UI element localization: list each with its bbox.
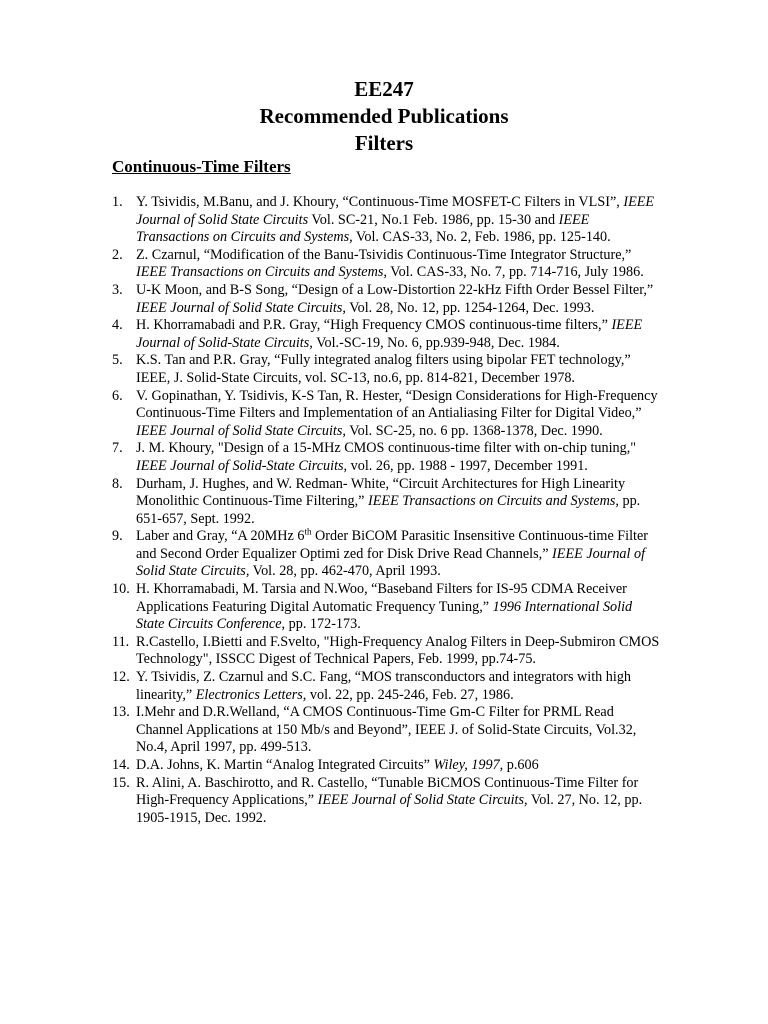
reference-segment: Vol.-SC-19, No. 6, pp.939-948, Dec. 1984. xyxy=(312,334,560,351)
reference-item xyxy=(112,247,660,282)
reference-item xyxy=(112,757,660,775)
reference-segment: J. M. Khoury, "Design of a 15-MHz CMOS continuous-time filter with on-chip tuning," xyxy=(136,440,637,457)
course-code: EE247 xyxy=(354,77,414,101)
reference-segment: H. Khorramabadi, M. Tarsia and N.Woo, “Baseband Filters for IS-95 CDMA Receiver Applications Featuring Digital Automatic Frequency Tuning,” xyxy=(136,581,627,615)
reference-number: 8. xyxy=(112,475,123,492)
reference-italic-segment: IEEE Journal of Solid State Circuits xyxy=(136,194,655,228)
document-subtitle: Filters xyxy=(354,131,414,155)
reference-segment: Z. Czarnul, “Modification of the Banu-Tsividis Continuous-Time Integrator Structure,” xyxy=(136,246,632,263)
reference-item xyxy=(112,194,660,247)
reference-segment: Vol. SC-25, no. 6 pp. 1368-1378, Dec. 1990. xyxy=(345,422,603,439)
reference-text xyxy=(136,194,660,247)
reference-text xyxy=(136,247,660,282)
reference-segment: V. Gopinathan, Y. Tsidivis, K-S Tan, R. Hester, “Design Considerations for High-Frequency Continuous-Time Filters and Implementation of an Antialiasing Filter for Digital Video,” xyxy=(136,387,658,422)
reference-number: 14. xyxy=(112,757,130,773)
reference-number: 15. xyxy=(112,774,130,791)
reference-superscript: th xyxy=(304,526,312,537)
reference-text xyxy=(136,528,660,581)
reference-text xyxy=(136,669,660,704)
reference-segment: , pp. 172-173. xyxy=(281,616,361,633)
title-block xyxy=(0,76,768,157)
reference-item xyxy=(112,352,660,387)
reference-text xyxy=(136,388,660,441)
reference-item xyxy=(112,669,660,704)
reference-number: 5. xyxy=(112,352,123,369)
reference-text xyxy=(136,757,660,775)
reference-segment: Y. Tsividis, M.Banu, and J. Khoury, “Continuous-Time MOSFET-C Filters in VLSI”, xyxy=(136,194,624,210)
reference-text xyxy=(136,317,660,352)
reference-item xyxy=(112,440,660,475)
reference-italic-segment: IEEE Transactions on Circuits and Systems, xyxy=(136,264,387,281)
document-title: Recommended Publications xyxy=(259,104,509,128)
reference-text xyxy=(136,775,660,828)
section-heading: Continuous-Time Filters xyxy=(112,157,291,176)
reference-text xyxy=(136,352,660,387)
reference-item xyxy=(112,476,660,529)
reference-segment: pp. 651-657, Sept. 1992. xyxy=(136,493,641,527)
reference-text xyxy=(136,704,660,757)
reference-segment: vol. 26, pp. 1988 - 1997, December 1991. xyxy=(347,457,588,474)
reference-text xyxy=(136,634,660,669)
reference-segment: Order BiCOM Parasitic Insensitive Continuous-time Filter and Second Order Equalizer Optimi zed for Disk Drive Read Channels,” xyxy=(136,528,649,562)
reference-italic-segment: IEEE Journal of Solid State Circuits, xyxy=(317,792,528,809)
reference-italic-segment: IEEE Journal of Solid-State Circuits, xyxy=(136,457,348,474)
reference-italic-segment: IEEE Transactions on Circuits and Systems, xyxy=(136,211,590,246)
reference-segment: Laber and Gray, “A 20MHz 6 xyxy=(136,528,305,545)
reference-segment: Durham, J. Hughes, and W. Redman- White, “Circuit Architectures for High Linearity Monolithic Continuous-Time Filtering,” xyxy=(136,475,626,510)
reference-text xyxy=(136,440,660,475)
reference-item xyxy=(112,317,660,352)
reference-italic-segment: 1996 International Solid State Circuits Conference xyxy=(136,598,633,633)
reference-segment: Vol. 28, No. 12, pp. 1254-1264, Dec. 1993. xyxy=(345,299,595,316)
reference-segment: R.Castello, I.Bietti and F.Svelto, "High-Frequency Analog Filters in Deep-Submiron CMOS Technology", ISSCC Digest of Technical Papers, Feb. 1999, pp.74-75. xyxy=(136,633,660,668)
reference-number: 7. xyxy=(112,440,123,457)
reference-list xyxy=(112,194,660,827)
reference-number: 6. xyxy=(112,387,123,404)
reference-item xyxy=(112,528,660,581)
reference-number: 12. xyxy=(112,669,130,686)
reference-segment: U-K Moon, and B-S Song, “Design of a Low-Distortion 22-kHz Fifth Order Bessel Filter,” xyxy=(136,281,654,298)
reference-segment: Vol. CAS-33, No. 7, pp. 714-716, July 1986. xyxy=(386,264,644,281)
reference-number: 4. xyxy=(112,317,123,334)
reference-item xyxy=(112,581,660,634)
reference-number: 3. xyxy=(112,281,123,298)
reference-text xyxy=(136,581,660,634)
reference-segment: K.S. Tan and P.R. Gray, “Fully integrated analog filters using bipolar FET technology,” IEEE, J. Solid-State Circuits, vol. SC-13, no.6, pp. 814-821, December 1978. xyxy=(136,352,631,386)
reference-italic-segment: IEEE Journal of Solid State Circuits, xyxy=(136,545,646,580)
reference-number: 13. xyxy=(112,704,130,721)
reference-item xyxy=(112,775,660,828)
reference-segment: Vol. 27, No. 12, pp. 1905-1915, Dec. 1992. xyxy=(136,792,643,826)
reference-item xyxy=(112,282,660,317)
reference-item xyxy=(112,388,660,441)
reference-segment: Vol. 28, pp. 462-470, April 1993. xyxy=(249,563,441,580)
reference-italic-segment: IEEE Journal of Solid State Circuits, xyxy=(136,299,346,316)
reference-segment: Y. Tsividis, Z. Czarnul and S.C. Fang, “MOS transconductors and integrators with high linearity,” xyxy=(136,669,632,703)
reference-segment: I.Mehr and D.R.Welland, “A CMOS Continuous-Time Gm-C Filter for PRML Read Channel Applications at 150 Mb/s and Beyond”, IEEE J. of Solid-State Circuits, Vol.32, No.4, April 1997, pp. 499-513. xyxy=(136,704,637,756)
reference-segment: R. Alini, A. Baschirotto, and R. Castello, “Tunable BiCMOS Continuous-Time Filter for High-Frequency Applications,” xyxy=(136,774,639,809)
reference-italic-segment: Electronics Letters, xyxy=(195,686,307,703)
reference-italic-segment: IEEE Transactions on Circuits and Systems, xyxy=(368,493,619,510)
reference-segment: H. Khorramabadi and P.R. Gray, “High Frequency CMOS continuous-time filters,” xyxy=(136,317,612,334)
reference-item xyxy=(112,634,660,669)
reference-number: 9. xyxy=(112,528,123,545)
reference-segment: Vol. CAS-33, No. 2, Feb. 1986, pp. 125-140. xyxy=(352,229,611,246)
reference-text xyxy=(136,282,660,317)
reference-italic-segment: Wiley, 1997, xyxy=(433,757,504,773)
reference-text xyxy=(136,476,660,529)
reference-italic-segment: IEEE Journal of Solid-State Circuits, xyxy=(136,317,643,351)
reference-segment: Vol. SC-21, No.1 Feb. 1986, pp. 15-30 and xyxy=(308,211,559,228)
reference-italic-segment: IEEE Journal of Solid State Circuits, xyxy=(136,422,346,439)
reference-segment: vol. 22, pp. 245-246, Feb. 27, 1986. xyxy=(306,686,514,703)
reference-segment: p.606 xyxy=(503,757,539,773)
reference-number: 1. xyxy=(112,194,123,210)
reference-number: 11. xyxy=(112,633,130,650)
reference-item xyxy=(112,704,660,757)
reference-number: 10. xyxy=(112,581,130,598)
reference-segment: D.A. Johns, K. Martin “Analog Integrated Circuits” xyxy=(136,757,434,773)
reference-number: 2. xyxy=(112,246,123,263)
